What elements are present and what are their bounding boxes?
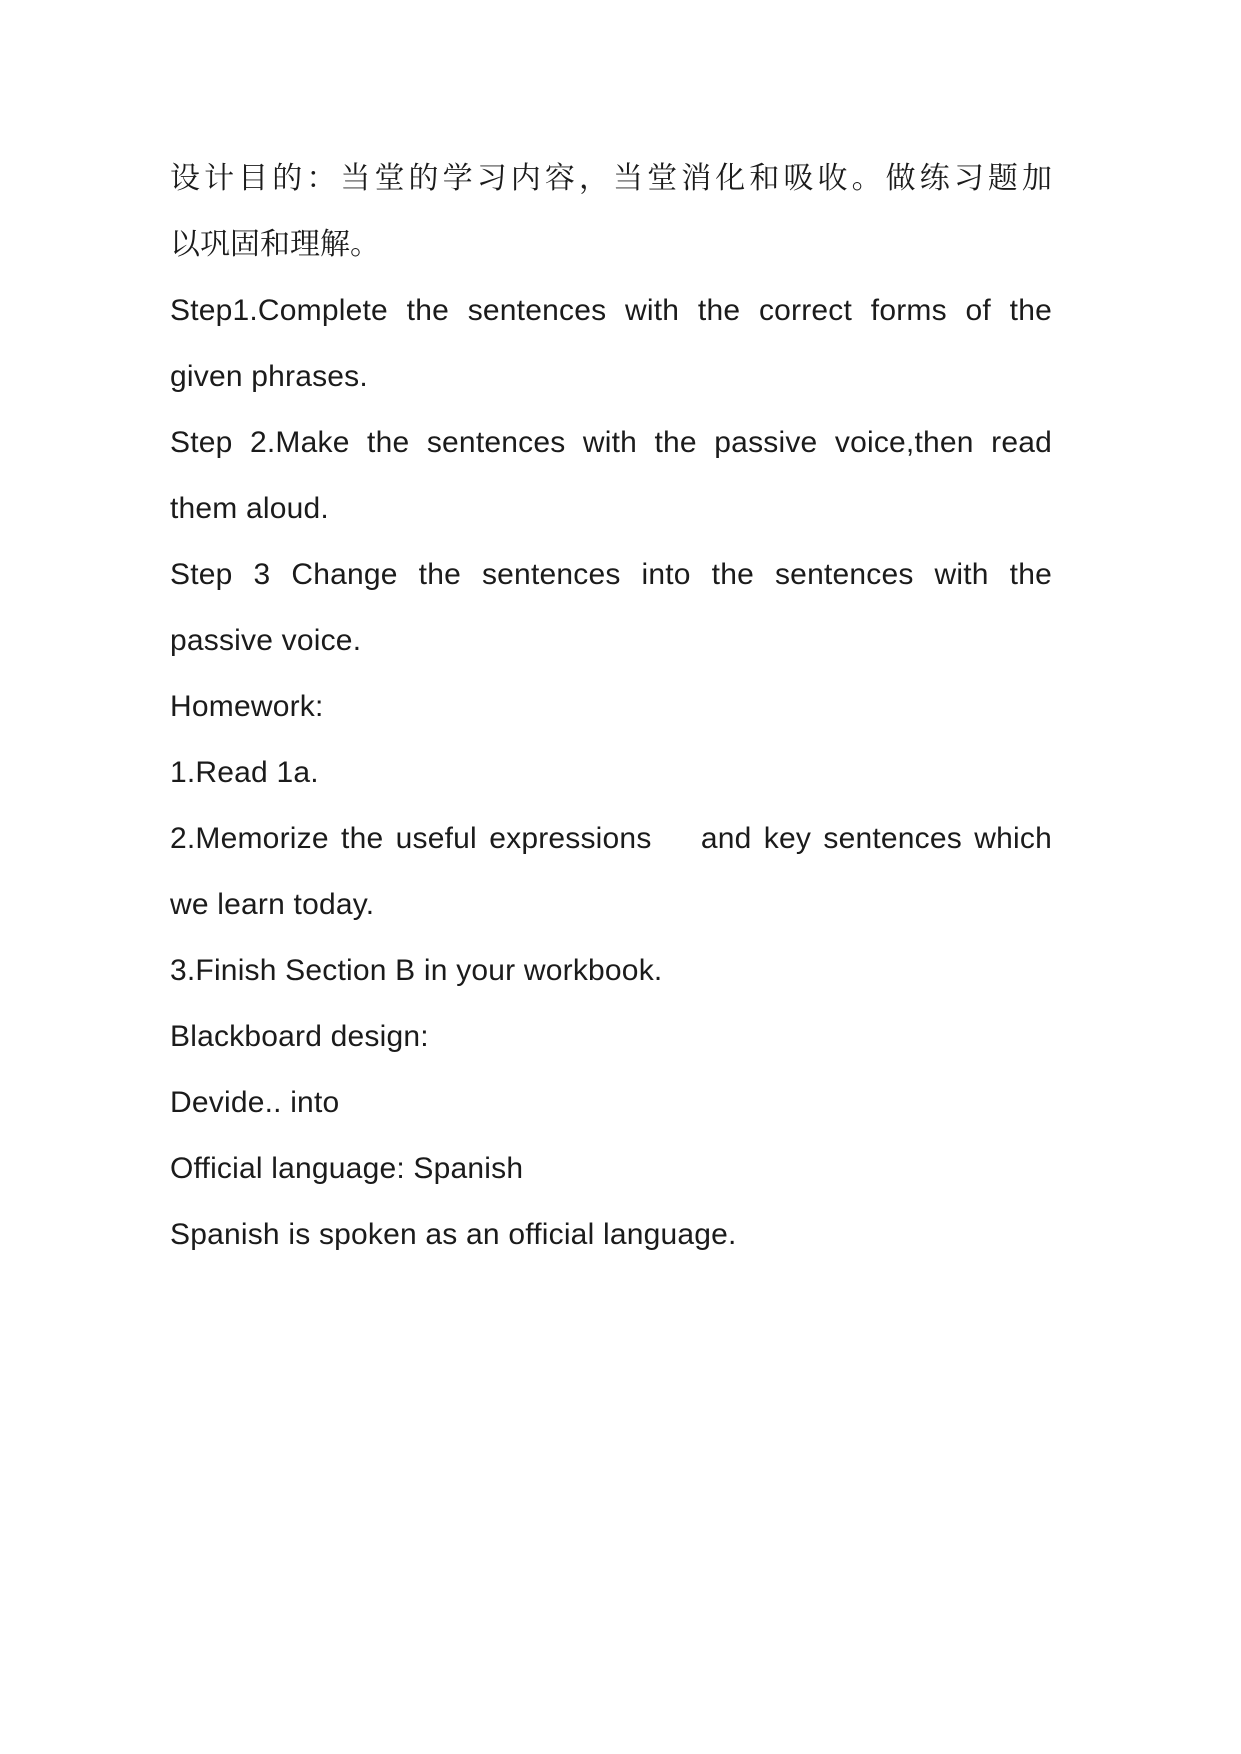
- line-step1-line2: given phrases.: [170, 360, 368, 393]
- line-step2-line2: them aloud.: [170, 492, 329, 525]
- line-blackboard-line-2: Official language: Spanish: [170, 1152, 524, 1185]
- line-step3-line2: passive voice.: [170, 624, 362, 657]
- document-text-block: [170, 146, 1052, 1268]
- line-blackboard-line-1: Devide.. into: [170, 1086, 340, 1119]
- line-homework-heading: Homework:: [170, 690, 324, 723]
- line-step1-line1: Step1.Complete the sentences with the correct forms of the: [170, 294, 1052, 327]
- line-design-purpose-zh-1: 设计目的：当堂的学习内容，当堂消化和吸收。做练习题加: [170, 161, 1052, 196]
- line-homework-item-2b: we learn today.: [170, 888, 375, 921]
- line-step2-line1: Step 2.Make the sentences with the passive voice,then read: [170, 426, 1052, 459]
- line-homework-item-2a: 2.Memorize the useful expressions and key sentences which: [170, 822, 1052, 855]
- line-blackboard-line-3: Spanish is spoken as an official language.: [170, 1218, 737, 1251]
- line-design-purpose-zh-2: 以巩固和理解。: [170, 227, 380, 262]
- line-homework-item-3: 3.Finish Section B in your workbook.: [170, 954, 663, 987]
- line-step3-line1: Step 3 Change the sentences into the sentences with the: [170, 558, 1052, 591]
- line-homework-item-1: 1.Read 1a.: [170, 756, 319, 789]
- line-blackboard-heading: Blackboard design:: [170, 1020, 429, 1053]
